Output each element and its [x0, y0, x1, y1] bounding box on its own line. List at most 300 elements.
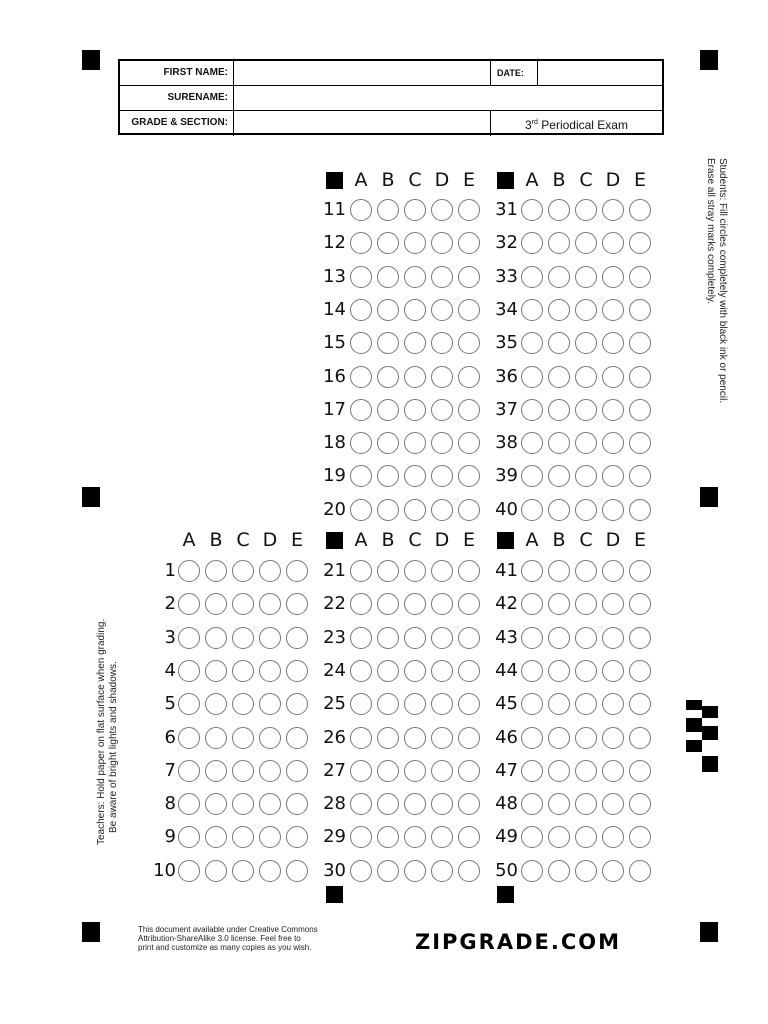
bubble-q37-c[interactable]	[575, 399, 597, 421]
bubble-q24-b[interactable]	[377, 660, 399, 682]
bubble-q44-b[interactable]	[548, 660, 570, 682]
bubble-q14-a[interactable]	[350, 299, 372, 321]
bubble-q29-e[interactable]	[458, 826, 480, 848]
grade-section-field[interactable]	[234, 111, 490, 135]
bubble-q29-d[interactable]	[431, 826, 453, 848]
question-number: 15	[323, 332, 346, 354]
bubble-q21-c[interactable]	[404, 560, 426, 582]
bubble-q32-e[interactable]	[629, 232, 651, 254]
bubble-q13-c[interactable]	[404, 266, 426, 288]
bubble-q9-a[interactable]	[178, 826, 200, 848]
first-name-field[interactable]	[234, 61, 490, 85]
license-line1: This document available under Creative Commons	[138, 925, 318, 934]
bubble-q40-e[interactable]	[629, 499, 651, 521]
bubble-q42-e[interactable]	[629, 593, 651, 615]
bubble-q3-a[interactable]	[178, 627, 200, 649]
bubble-q24-d[interactable]	[431, 660, 453, 682]
teacher-instructions	[96, 619, 120, 845]
bubble-q21-d[interactable]	[431, 560, 453, 582]
bubble-q16-b[interactable]	[377, 366, 399, 388]
bubble-q34-e[interactable]	[629, 299, 651, 321]
block-marker	[326, 532, 343, 549]
bubble-q6-c[interactable]	[232, 727, 254, 749]
bubble-q28-a[interactable]	[350, 793, 372, 815]
bubble-q2-a[interactable]	[178, 593, 200, 615]
bubble-q36-b[interactable]	[548, 366, 570, 388]
bubble-q8-c[interactable]	[232, 793, 254, 815]
bubble-q50-c[interactable]	[575, 860, 597, 882]
bubble-q46-e[interactable]	[629, 727, 651, 749]
bubble-q12-e[interactable]	[458, 232, 480, 254]
bubble-q3-d[interactable]	[259, 627, 281, 649]
bubble-q20-b[interactable]	[377, 499, 399, 521]
bubble-q30-e[interactable]	[458, 860, 480, 882]
bubble-q34-d[interactable]	[602, 299, 624, 321]
bubble-q5-a[interactable]	[178, 693, 200, 715]
bubble-q35-d[interactable]	[602, 332, 624, 354]
bubble-q28-b[interactable]	[377, 793, 399, 815]
bubble-q46-a[interactable]	[521, 727, 543, 749]
bubble-q16-a[interactable]	[350, 366, 372, 388]
bubble-q26-d[interactable]	[431, 727, 453, 749]
bubble-q10-d[interactable]	[259, 860, 281, 882]
bubble-q1-e[interactable]	[286, 560, 308, 582]
student-note-line1: Students: Fill circles completely with black ink or pencil.	[717, 158, 728, 404]
bubble-q5-e[interactable]	[286, 693, 308, 715]
bubble-q6-a[interactable]	[178, 727, 200, 749]
bubble-q11-a[interactable]	[350, 199, 372, 221]
bubble-q37-b[interactable]	[548, 399, 570, 421]
bubble-q29-b[interactable]	[377, 826, 399, 848]
bubble-q13-b[interactable]	[377, 266, 399, 288]
bubble-q23-b[interactable]	[377, 627, 399, 649]
bubble-q31-a[interactable]	[521, 199, 543, 221]
bubble-q30-b[interactable]	[377, 860, 399, 882]
bubble-q47-e[interactable]	[629, 760, 651, 782]
bubble-q15-b[interactable]	[377, 332, 399, 354]
bubble-q49-e[interactable]	[629, 826, 651, 848]
bubble-q26-e[interactable]	[458, 727, 480, 749]
bubble-q43-b[interactable]	[548, 627, 570, 649]
bubble-q38-e[interactable]	[629, 432, 651, 454]
bubble-q2-b[interactable]	[205, 593, 227, 615]
bubble-q4-b[interactable]	[205, 660, 227, 682]
bubble-q26-a[interactable]	[350, 727, 372, 749]
bubble-q20-c[interactable]	[404, 499, 426, 521]
bubble-q24-c[interactable]	[404, 660, 426, 682]
license-line3: print and customize as many copies as you wish.	[138, 943, 312, 952]
bubble-q4-a[interactable]	[178, 660, 200, 682]
bubble-q12-a[interactable]	[350, 232, 372, 254]
bubble-q21-e[interactable]	[458, 560, 480, 582]
bubble-q39-b[interactable]	[548, 465, 570, 487]
answer-letter-b: B	[381, 169, 395, 191]
bubble-q38-a[interactable]	[521, 432, 543, 454]
question-number: 24	[323, 659, 346, 681]
bubble-q25-c[interactable]	[404, 693, 426, 715]
bubble-q35-c[interactable]	[575, 332, 597, 354]
bubble-q43-d[interactable]	[602, 627, 624, 649]
bubble-q11-e[interactable]	[458, 199, 480, 221]
bubble-q1-a[interactable]	[178, 560, 200, 582]
question-number: 46	[495, 726, 518, 748]
bubble-q23-a[interactable]	[350, 627, 372, 649]
bubble-q32-b[interactable]	[548, 232, 570, 254]
bubble-q36-e[interactable]	[629, 366, 651, 388]
bubble-q23-c[interactable]	[404, 627, 426, 649]
bubble-q8-b[interactable]	[205, 793, 227, 815]
bubble-q23-e[interactable]	[458, 627, 480, 649]
bubble-q27-e[interactable]	[458, 760, 480, 782]
bubble-q29-c[interactable]	[404, 826, 426, 848]
bubble-q44-a[interactable]	[521, 660, 543, 682]
bubble-q6-d[interactable]	[259, 727, 281, 749]
bubble-q19-c[interactable]	[404, 465, 426, 487]
bubble-q47-c[interactable]	[575, 760, 597, 782]
registration-mark-top-left	[82, 50, 100, 70]
bubble-q36-c[interactable]	[575, 366, 597, 388]
question-number: 20	[323, 498, 346, 520]
question-number: 28	[323, 793, 346, 815]
bubble-q22-c[interactable]	[404, 593, 426, 615]
bubble-q48-e[interactable]	[629, 793, 651, 815]
answer-letter-a: A	[182, 529, 196, 551]
zipgrade-logo: ZIPGRADE.COM	[415, 930, 622, 954]
bubble-q14-e[interactable]	[458, 299, 480, 321]
bubble-q13-a[interactable]	[350, 266, 372, 288]
bubble-q32-d[interactable]	[602, 232, 624, 254]
bubble-q21-b[interactable]	[377, 560, 399, 582]
bubble-q11-b[interactable]	[377, 199, 399, 221]
bubble-q49-a[interactable]	[521, 826, 543, 848]
bubble-q17-a[interactable]	[350, 399, 372, 421]
bubble-q41-b[interactable]	[548, 560, 570, 582]
bubble-q27-a[interactable]	[350, 760, 372, 782]
bubble-q41-d[interactable]	[602, 560, 624, 582]
bubble-q22-b[interactable]	[377, 593, 399, 615]
bubble-q19-d[interactable]	[431, 465, 453, 487]
bubble-q46-b[interactable]	[548, 727, 570, 749]
bubble-q23-d[interactable]	[431, 627, 453, 649]
bubble-q40-b[interactable]	[548, 499, 570, 521]
bubble-q7-b[interactable]	[205, 760, 227, 782]
block-marker	[497, 886, 514, 903]
answer-letter-b: B	[552, 529, 566, 551]
question-number: 6	[164, 726, 176, 748]
bubble-q5-b[interactable]	[205, 693, 227, 715]
bubble-q9-b[interactable]	[205, 826, 227, 848]
question-number: 3	[164, 626, 176, 648]
bubble-q17-b[interactable]	[377, 399, 399, 421]
bubble-q1-c[interactable]	[232, 560, 254, 582]
bubble-q42-c[interactable]	[575, 593, 597, 615]
bubble-q50-e[interactable]	[629, 860, 651, 882]
bubble-q46-c[interactable]	[575, 727, 597, 749]
bubble-q33-a[interactable]	[521, 266, 543, 288]
answer-letter-e: E	[633, 529, 646, 551]
bubble-q6-e[interactable]	[286, 727, 308, 749]
bubble-q27-b[interactable]	[377, 760, 399, 782]
bubble-q1-d[interactable]	[259, 560, 281, 582]
bubble-q45-a[interactable]	[521, 693, 543, 715]
answer-letter-b: B	[552, 169, 566, 191]
bubble-q28-c[interactable]	[404, 793, 426, 815]
bubble-q39-e[interactable]	[629, 465, 651, 487]
bubble-q48-a[interactable]	[521, 793, 543, 815]
question-number: 47	[495, 759, 518, 781]
bubble-q37-a[interactable]	[521, 399, 543, 421]
bubble-q10-b[interactable]	[205, 860, 227, 882]
bubble-q20-d[interactable]	[431, 499, 453, 521]
bubble-q8-d[interactable]	[259, 793, 281, 815]
question-number: 27	[323, 759, 346, 781]
bubble-q41-a[interactable]	[521, 560, 543, 582]
bubble-q14-c[interactable]	[404, 299, 426, 321]
bubble-q12-c[interactable]	[404, 232, 426, 254]
bubble-q28-d[interactable]	[431, 793, 453, 815]
teacher-note-line2: Be aware of bright lights and shadows.	[108, 661, 119, 833]
bubble-q2-e[interactable]	[286, 593, 308, 615]
bubble-q33-b[interactable]	[548, 266, 570, 288]
bubble-q25-b[interactable]	[377, 693, 399, 715]
bubble-q15-a[interactable]	[350, 332, 372, 354]
surename-field[interactable]	[234, 86, 662, 110]
bubble-q30-a[interactable]	[350, 860, 372, 882]
bubble-q12-d[interactable]	[431, 232, 453, 254]
bubble-q37-e[interactable]	[629, 399, 651, 421]
bubble-q45-b[interactable]	[548, 693, 570, 715]
bubble-q5-c[interactable]	[232, 693, 254, 715]
bubble-q10-e[interactable]	[286, 860, 308, 882]
bubble-q38-d[interactable]	[602, 432, 624, 454]
bubble-q49-b[interactable]	[548, 826, 570, 848]
bubble-q15-e[interactable]	[458, 332, 480, 354]
bubble-q20-e[interactable]	[458, 499, 480, 521]
bubble-q13-d[interactable]	[431, 266, 453, 288]
bubble-q50-a[interactable]	[521, 860, 543, 882]
bubble-q18-d[interactable]	[431, 432, 453, 454]
bubble-q47-a[interactable]	[521, 760, 543, 782]
bubble-q25-a[interactable]	[350, 693, 372, 715]
question-number: 25	[323, 693, 346, 715]
surename-row	[120, 86, 662, 111]
bubble-q6-b[interactable]	[205, 727, 227, 749]
bubble-q39-a[interactable]	[521, 465, 543, 487]
bubble-q49-d[interactable]	[602, 826, 624, 848]
bubble-q15-c[interactable]	[404, 332, 426, 354]
bubble-q16-d[interactable]	[431, 366, 453, 388]
bubble-q2-d[interactable]	[259, 593, 281, 615]
bubble-q50-d[interactable]	[602, 860, 624, 882]
bubble-q40-d[interactable]	[602, 499, 624, 521]
bubble-q9-d[interactable]	[259, 826, 281, 848]
bubble-q19-b[interactable]	[377, 465, 399, 487]
bubble-q22-e[interactable]	[458, 593, 480, 615]
bubble-q46-d[interactable]	[602, 727, 624, 749]
answer-letter-d: D	[605, 169, 621, 191]
bubble-q22-d[interactable]	[431, 593, 453, 615]
bubble-q9-e[interactable]	[286, 826, 308, 848]
bubble-q44-d[interactable]	[602, 660, 624, 682]
bubble-q5-d[interactable]	[259, 693, 281, 715]
question-number: 34	[495, 298, 518, 320]
bubble-q16-e[interactable]	[458, 366, 480, 388]
bubble-q34-b[interactable]	[548, 299, 570, 321]
license-notice	[138, 925, 378, 952]
bubble-q12-b[interactable]	[377, 232, 399, 254]
bubble-q9-c[interactable]	[232, 826, 254, 848]
bubble-q43-e[interactable]	[629, 627, 651, 649]
bubble-q13-e[interactable]	[458, 266, 480, 288]
bubble-q22-a[interactable]	[350, 593, 372, 615]
question-number: 49	[495, 826, 518, 848]
bubble-q19-a[interactable]	[350, 465, 372, 487]
bubble-q34-c[interactable]	[575, 299, 597, 321]
bubble-q45-c[interactable]	[575, 693, 597, 715]
bubble-q42-a[interactable]	[521, 593, 543, 615]
bubble-q47-d[interactable]	[602, 760, 624, 782]
bubble-q36-d[interactable]	[602, 366, 624, 388]
bubble-q17-e[interactable]	[458, 399, 480, 421]
bubble-q11-c[interactable]	[404, 199, 426, 221]
bubble-q33-e[interactable]	[629, 266, 651, 288]
question-number: 29	[323, 826, 346, 848]
bubble-q7-a[interactable]	[178, 760, 200, 782]
bubble-q48-d[interactable]	[602, 793, 624, 815]
bubble-q35-b[interactable]	[548, 332, 570, 354]
question-number: 18	[323, 432, 346, 454]
bubble-q4-e[interactable]	[286, 660, 308, 682]
bubble-q31-e[interactable]	[629, 199, 651, 221]
bubble-q30-d[interactable]	[431, 860, 453, 882]
bubble-q14-d[interactable]	[431, 299, 453, 321]
date-field[interactable]	[538, 61, 662, 85]
bubble-q18-e[interactable]	[458, 432, 480, 454]
bubble-q2-c[interactable]	[232, 593, 254, 615]
bubble-q28-e[interactable]	[458, 793, 480, 815]
bubble-q48-b[interactable]	[548, 793, 570, 815]
bubble-q50-b[interactable]	[548, 860, 570, 882]
bubble-q8-a[interactable]	[178, 793, 200, 815]
bubble-q10-a[interactable]	[178, 860, 200, 882]
registration-mark-bottom-right	[700, 922, 718, 942]
question-number: 44	[495, 659, 518, 681]
bubble-q18-b[interactable]	[377, 432, 399, 454]
bubble-q3-e[interactable]	[286, 627, 308, 649]
bubble-q32-a[interactable]	[521, 232, 543, 254]
bubble-q10-c[interactable]	[232, 860, 254, 882]
bubble-q31-d[interactable]	[602, 199, 624, 221]
bubble-q18-a[interactable]	[350, 432, 372, 454]
bubble-q44-c[interactable]	[575, 660, 597, 682]
bubble-q24-e[interactable]	[458, 660, 480, 682]
bubble-q30-c[interactable]	[404, 860, 426, 882]
bubble-q47-b[interactable]	[548, 760, 570, 782]
bubble-q49-c[interactable]	[575, 826, 597, 848]
bubble-q14-b[interactable]	[377, 299, 399, 321]
bubble-q21-a[interactable]	[350, 560, 372, 582]
bubble-q45-d[interactable]	[602, 693, 624, 715]
bubble-q26-b[interactable]	[377, 727, 399, 749]
bubble-q42-b[interactable]	[548, 593, 570, 615]
bubble-q31-b[interactable]	[548, 199, 570, 221]
bubble-q19-e[interactable]	[458, 465, 480, 487]
bubble-q41-e[interactable]	[629, 560, 651, 582]
bubble-q18-c[interactable]	[404, 432, 426, 454]
answer-letter-c: C	[408, 169, 422, 191]
answer-letter-e: E	[462, 169, 475, 191]
bubble-q42-d[interactable]	[602, 593, 624, 615]
bubble-q25-e[interactable]	[458, 693, 480, 715]
bubble-q3-c[interactable]	[232, 627, 254, 649]
bubble-q20-a[interactable]	[350, 499, 372, 521]
bubble-q11-d[interactable]	[431, 199, 453, 221]
question-number: 37	[495, 398, 518, 420]
bubble-q44-e[interactable]	[629, 660, 651, 682]
question-number: 40	[495, 498, 518, 520]
bubble-q41-c[interactable]	[575, 560, 597, 582]
bubble-q25-d[interactable]	[431, 693, 453, 715]
bubble-q24-a[interactable]	[350, 660, 372, 682]
bubble-q39-d[interactable]	[602, 465, 624, 487]
bubble-q26-c[interactable]	[404, 727, 426, 749]
bubble-q33-c[interactable]	[575, 266, 597, 288]
bubble-q33-d[interactable]	[602, 266, 624, 288]
bubble-q17-c[interactable]	[404, 399, 426, 421]
bubble-q4-d[interactable]	[259, 660, 281, 682]
bubble-q15-d[interactable]	[431, 332, 453, 354]
bubble-q7-c[interactable]	[232, 760, 254, 782]
bubble-q38-c[interactable]	[575, 432, 597, 454]
bubble-q43-a[interactable]	[521, 627, 543, 649]
bubble-q27-c[interactable]	[404, 760, 426, 782]
bubble-q39-c[interactable]	[575, 465, 597, 487]
question-number: 21	[323, 560, 346, 581]
bubble-q1-b[interactable]	[205, 560, 227, 582]
bubble-q7-e[interactable]	[286, 760, 308, 782]
question-number: 26	[323, 726, 346, 748]
question-number: 33	[495, 265, 518, 287]
bubble-q35-a[interactable]	[521, 332, 543, 354]
bubble-q38-b[interactable]	[548, 432, 570, 454]
question-number: 10	[153, 859, 176, 881]
bubble-q4-c[interactable]	[232, 660, 254, 682]
registration-mark-mid-right	[700, 487, 718, 507]
bubble-q7-d[interactable]	[259, 760, 281, 782]
question-number: 4	[164, 659, 176, 681]
question-number: 1	[164, 560, 176, 581]
bubble-q32-c[interactable]	[575, 232, 597, 254]
bubble-q37-d[interactable]	[602, 399, 624, 421]
bubble-q27-d[interactable]	[431, 760, 453, 782]
bubble-q36-a[interactable]	[521, 366, 543, 388]
bubble-q31-c[interactable]	[575, 199, 597, 221]
bubble-q17-d[interactable]	[431, 399, 453, 421]
bubble-q34-a[interactable]	[521, 299, 543, 321]
bubble-q3-b[interactable]	[205, 627, 227, 649]
bubble-q45-e[interactable]	[629, 693, 651, 715]
bubble-q8-e[interactable]	[286, 793, 308, 815]
bubble-q48-c[interactable]	[575, 793, 597, 815]
bubble-q35-e[interactable]	[629, 332, 651, 354]
bubble-q29-a[interactable]	[350, 826, 372, 848]
answer-letter-c: C	[408, 529, 422, 551]
answer-letter-a: A	[354, 169, 368, 191]
bubble-q40-a[interactable]	[521, 499, 543, 521]
bubble-q43-c[interactable]	[575, 627, 597, 649]
bubble-q16-c[interactable]	[404, 366, 426, 388]
bubble-q40-c[interactable]	[575, 499, 597, 521]
